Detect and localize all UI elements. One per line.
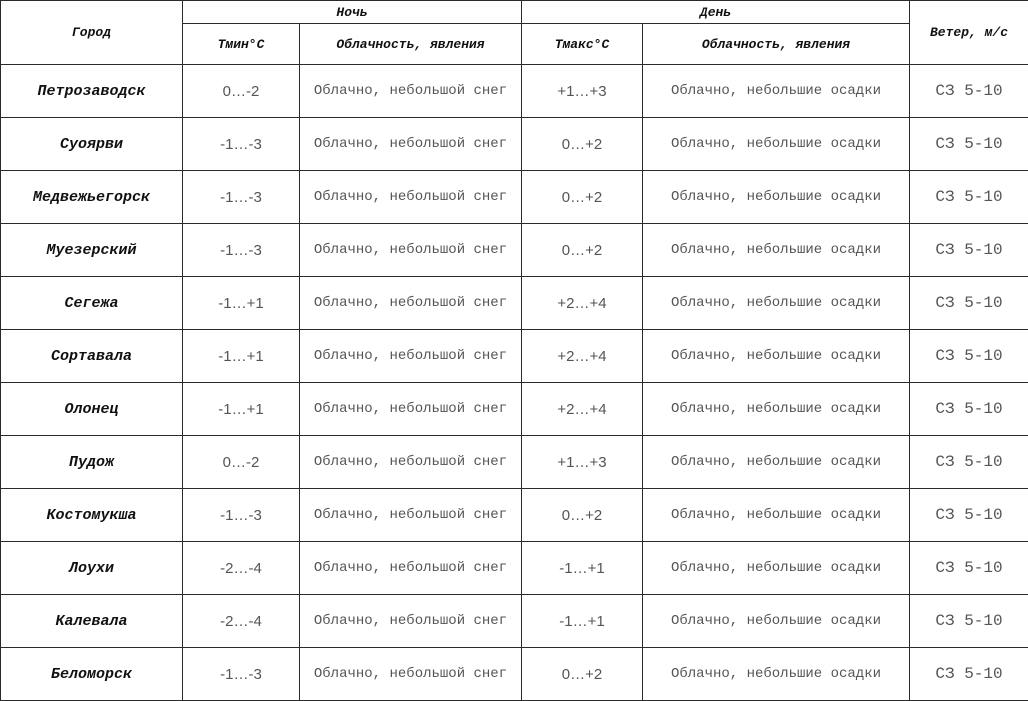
- night-temp: -1…-3: [183, 489, 300, 542]
- night-temp: -1…-3: [183, 118, 300, 171]
- city-name: Костомукша: [1, 489, 183, 542]
- header-day-cloud: Облачность, явления: [643, 24, 910, 65]
- day-cloudiness: Облачно, небольшие осадки: [643, 648, 910, 701]
- night-cloudiness: Облачно, небольшой снег: [300, 383, 522, 436]
- day-cloudiness: Облачно, небольшие осадки: [643, 595, 910, 648]
- table-row: [1, 436, 1028, 489]
- day-cloudiness: Облачно, небольшие осадки: [643, 171, 910, 224]
- night-temp: -1…+1: [183, 383, 300, 436]
- table-row: [1, 648, 1028, 701]
- day-temp: +1…+3: [522, 65, 643, 118]
- day-temp: -1…+1: [522, 595, 643, 648]
- day-cloudiness: Облачно, небольшие осадки: [643, 489, 910, 542]
- night-temp: -1…-3: [183, 171, 300, 224]
- day-temp: 0…+2: [522, 489, 643, 542]
- day-cloudiness: Облачно, небольшие осадки: [643, 383, 910, 436]
- day-temp: +1…+3: [522, 436, 643, 489]
- night-cloudiness: Облачно, небольшой снег: [300, 330, 522, 383]
- night-temp: -2…-4: [183, 542, 300, 595]
- city-name: Беломорск: [1, 648, 183, 701]
- wind-value: СЗ 5-10: [910, 542, 1028, 595]
- city-name: Медвежьегорск: [1, 171, 183, 224]
- table-row: [1, 65, 1028, 118]
- night-temp: 0…-2: [183, 65, 300, 118]
- wind-value: СЗ 5-10: [910, 330, 1028, 383]
- night-cloudiness: Облачно, небольшой снег: [300, 171, 522, 224]
- day-temp: +2…+4: [522, 383, 643, 436]
- wind-value: СЗ 5-10: [910, 383, 1028, 436]
- night-cloudiness: Облачно, небольшой снег: [300, 118, 522, 171]
- table-row: [1, 489, 1028, 542]
- city-name: Пудож: [1, 436, 183, 489]
- night-temp: -1…-3: [183, 224, 300, 277]
- city-name: Сортавала: [1, 330, 183, 383]
- day-cloudiness: Облачно, небольшие осадки: [643, 436, 910, 489]
- day-temp: 0…+2: [522, 224, 643, 277]
- city-name: Лоухи: [1, 542, 183, 595]
- day-temp: 0…+2: [522, 648, 643, 701]
- day-temp: 0…+2: [522, 118, 643, 171]
- day-cloudiness: Облачно, небольшие осадки: [643, 542, 910, 595]
- night-cloudiness: Облачно, небольшой снег: [300, 648, 522, 701]
- day-cloudiness: Облачно, небольшие осадки: [643, 65, 910, 118]
- city-name: Муезерский: [1, 224, 183, 277]
- day-cloudiness: Облачно, небольшие осадки: [643, 277, 910, 330]
- table-row: [1, 277, 1028, 330]
- wind-value: СЗ 5-10: [910, 489, 1028, 542]
- table-body: [1, 65, 1028, 701]
- night-cloudiness: Облачно, небольшой снег: [300, 65, 522, 118]
- table-row: [1, 383, 1028, 436]
- table-header: [1, 1, 1028, 65]
- table-row: [1, 224, 1028, 277]
- night-cloudiness: Облачно, небольшой снег: [300, 489, 522, 542]
- day-temp: 0…+2: [522, 171, 643, 224]
- wind-value: СЗ 5-10: [910, 277, 1028, 330]
- header-city: Город: [1, 1, 183, 65]
- wind-value: СЗ 5-10: [910, 648, 1028, 701]
- table-row: [1, 118, 1028, 171]
- night-cloudiness: Облачно, небольшой снег: [300, 224, 522, 277]
- header-wind: Ветер, м/с: [910, 1, 1028, 65]
- night-cloudiness: Облачно, небольшой снег: [300, 436, 522, 489]
- day-temp: +2…+4: [522, 330, 643, 383]
- header-tmin: Тмин°С: [183, 24, 300, 65]
- night-cloudiness: Облачно, небольшой снег: [300, 595, 522, 648]
- table-row: [1, 595, 1028, 648]
- night-cloudiness: Облачно, небольшой снег: [300, 542, 522, 595]
- wind-value: СЗ 5-10: [910, 171, 1028, 224]
- day-temp: +2…+4: [522, 277, 643, 330]
- day-temp: -1…+1: [522, 542, 643, 595]
- day-cloudiness: Облачно, небольшие осадки: [643, 118, 910, 171]
- day-cloudiness: Облачно, небольшие осадки: [643, 330, 910, 383]
- table-row: [1, 330, 1028, 383]
- city-name: Сегежа: [1, 277, 183, 330]
- city-name: Петрозаводск: [1, 65, 183, 118]
- day-cloudiness: Облачно, небольшие осадки: [643, 224, 910, 277]
- wind-value: СЗ 5-10: [910, 436, 1028, 489]
- header-night-cloud: Облачность, явления: [300, 24, 522, 65]
- night-temp: -1…+1: [183, 277, 300, 330]
- night-temp: -2…-4: [183, 595, 300, 648]
- table-row: [1, 542, 1028, 595]
- wind-value: СЗ 5-10: [910, 118, 1028, 171]
- city-name: Калевала: [1, 595, 183, 648]
- wind-value: СЗ 5-10: [910, 224, 1028, 277]
- header-tmax: Тмакс°С: [522, 24, 643, 65]
- wind-value: СЗ 5-10: [910, 65, 1028, 118]
- city-name: Суоярви: [1, 118, 183, 171]
- night-cloudiness: Облачно, небольшой снег: [300, 277, 522, 330]
- header-night: Ночь: [183, 1, 522, 24]
- table-row: [1, 171, 1028, 224]
- night-temp: -1…-3: [183, 648, 300, 701]
- city-name: Олонец: [1, 383, 183, 436]
- wind-value: СЗ 5-10: [910, 595, 1028, 648]
- night-temp: -1…+1: [183, 330, 300, 383]
- header-day: День: [522, 1, 910, 24]
- night-temp: 0…-2: [183, 436, 300, 489]
